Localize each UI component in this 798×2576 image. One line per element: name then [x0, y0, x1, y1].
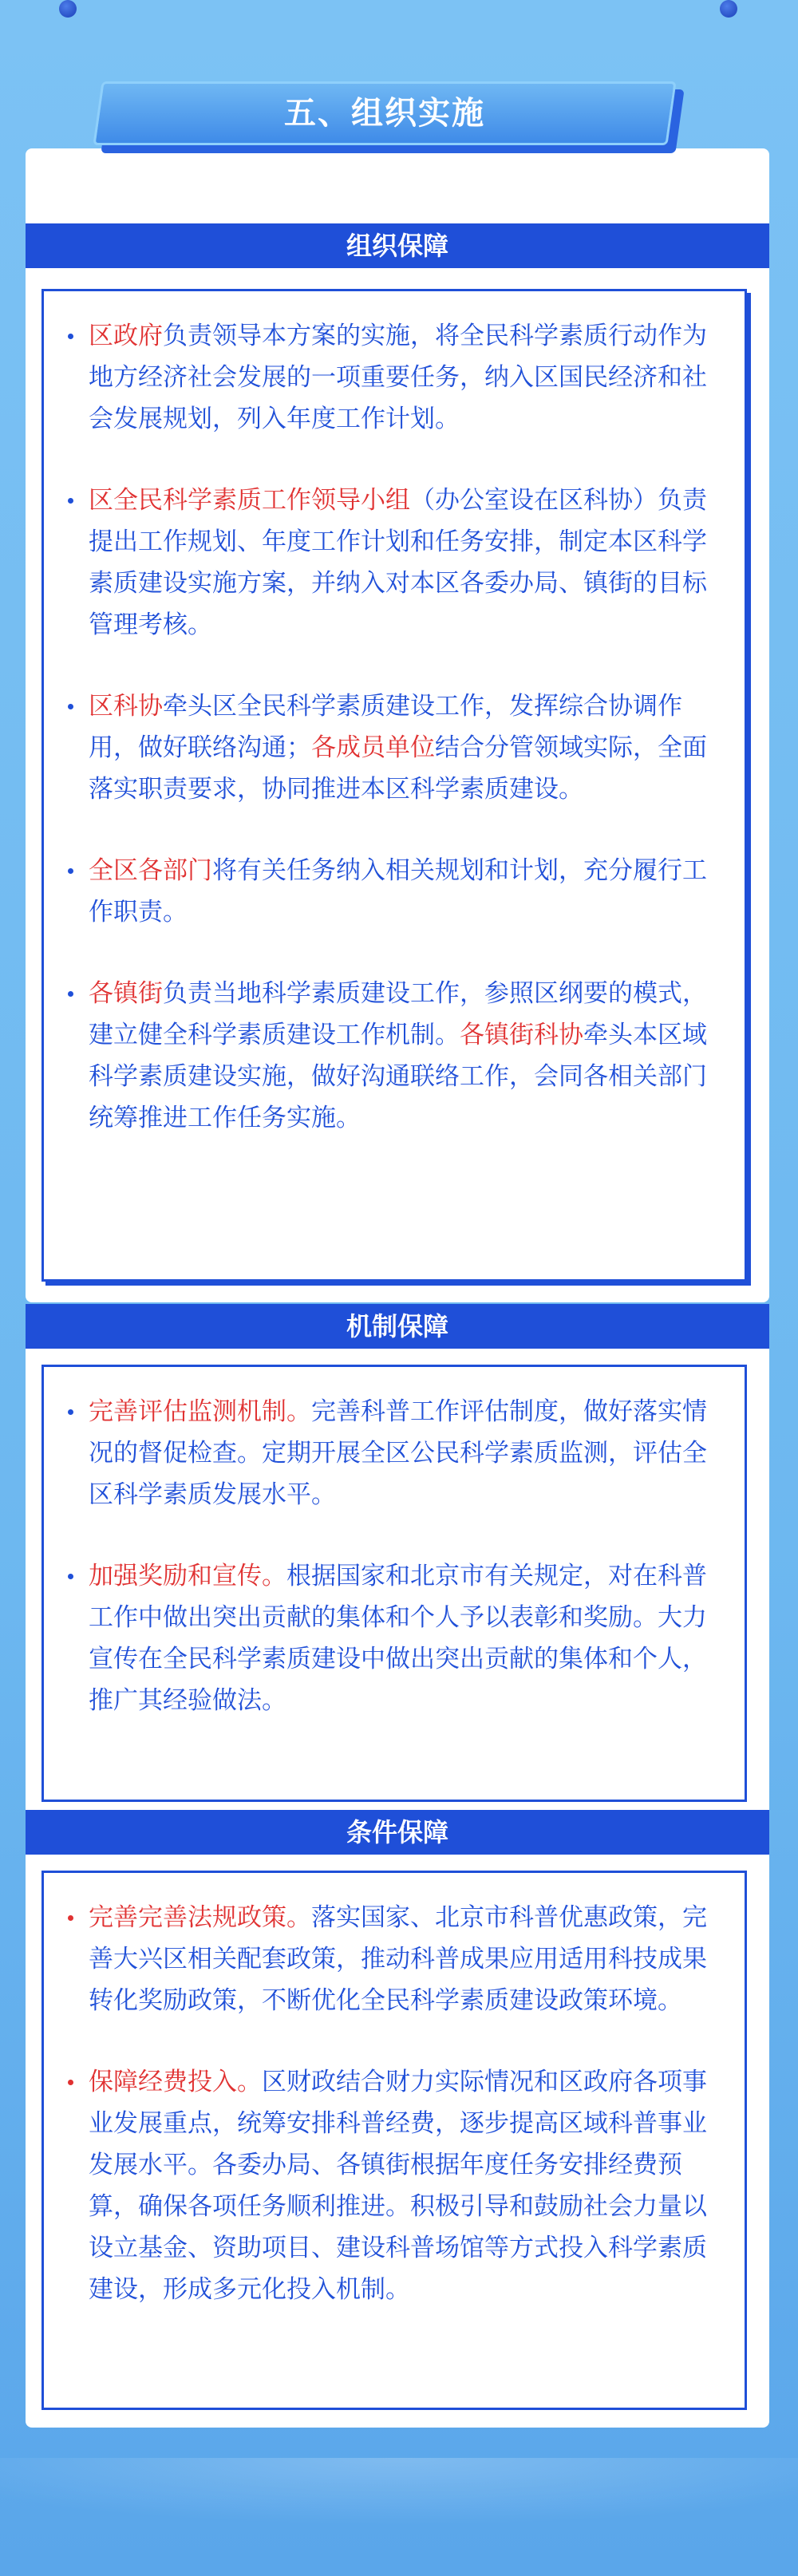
body-text: 牵头本区域科学素质建设实施，做好沟通联络工作，会同各相关部门统筹推进工作任务实施。 [89, 1021, 707, 1132]
highlighted-text: 全区各部门 [89, 856, 212, 885]
highlighted-text: 保障经费投入。 [89, 2068, 262, 2096]
content-frame-mechanism [41, 1365, 747, 1802]
list-item [44, 1391, 745, 1515]
body-text: 区财政结合财力实际情况和区政府各项事业发展重点，统筹安排科普经费，逐步提高区域科普事业发展水平。各委办局、各镇街根据年度任务安排经费预算，确保各项任务顺利推进。积极引导和鼓励社会力量以设立基金、资助项目、建设科普场馆等方式投入科学素质建设，形成多元化投入机制。 [89, 2068, 707, 2304]
list-item [44, 1897, 745, 2021]
highlighted-text: 各镇街 [89, 979, 163, 1008]
content-frame-organization [41, 289, 747, 1282]
highlighted-text: 区全民科学素质工作领导小组 [89, 486, 410, 515]
list-item [44, 2061, 745, 2310]
body-text: （办公室设在区科协）负责提出工作规划、年度工作计划和任务安排，制定本区科学素质建设实施方案，并纳入对本区各委办局、镇街的目标管理考核。 [89, 486, 707, 639]
highlighted-text: 区政府 [89, 322, 163, 350]
list-item [44, 1555, 745, 1721]
highlighted-text: 加强奖励和宣传。 [89, 1562, 286, 1590]
body-text: 落实国家、北京市科普优惠政策，完善大兴区相关配套政策，推动科普成果应用适用科技成果转化奖励政策，不断优化全民科学素质建设政策环境。 [89, 1903, 707, 2015]
list-item [44, 685, 745, 810]
list-item [44, 850, 745, 933]
body-text: 完善科普工作评估制度，做好落实情况的督促检查。定期开展全区公民科学素质监测，评估全区科学素质发展水平。 [89, 1397, 707, 1509]
section-card-mechanism [26, 1304, 769, 1821]
highlighted-text: 各成员单位 [311, 733, 435, 762]
highlighted-text: 完善完善法规政策。 [89, 1903, 311, 1932]
decorative-pin-left [59, 0, 77, 18]
decorative-bottom-wave [0, 2458, 798, 2576]
list-item [44, 480, 745, 646]
body-text: 牵头区全民科学素质建设工作，发挥综合协调作用，做好联络沟通； [89, 692, 682, 762]
list-item [44, 315, 745, 440]
section-card-organization [26, 148, 769, 1302]
body-text: 负责领导本方案的实施，将全民科学素质行动作为地方经济社会发展的一项重要任务，纳入区国民经济和社会发展规划，列入年度工作计划。 [89, 322, 707, 433]
item-list-organization [44, 315, 745, 1139]
body-text: 根据国家和北京市有关规定，对在科普工作中做出突出贡献的集体和个人予以表彰和奖励。大力宣传在全民科学素质建设中做出突出贡献的集体和个人，推广其经验做法。 [89, 1562, 707, 1715]
content-frame-condition [41, 1871, 747, 2410]
page-title-banner [97, 81, 688, 156]
highlighted-text: 各镇街科协 [460, 1021, 583, 1049]
item-list-condition [44, 1897, 745, 2310]
section-heading-mechanism: 机制保障 [26, 1304, 769, 1349]
page-title: 五、组织实施 [284, 95, 485, 132]
section-heading-condition: 条件保障 [26, 1810, 769, 1855]
body-text: 负责当地科学素质建设工作，参照区纲要的模式，建立健全科学素质建设工作机制。 [89, 979, 707, 1049]
item-list-mechanism [44, 1391, 745, 1721]
decorative-pin-right [720, 0, 737, 18]
list-item [44, 973, 745, 1139]
section-card-condition [26, 1810, 769, 2428]
highlighted-text: 完善评估监测机制。 [89, 1397, 311, 1426]
body-text: 结合分管领域实际，全面落实职责要求，协同推进本区科学素质建设。 [89, 733, 707, 804]
section-heading-organization: 组织保障 [26, 223, 769, 268]
highlighted-text: 区科协 [89, 692, 163, 721]
body-text: 将有关任务纳入相关规划和计划，充分履行工作职责。 [89, 856, 707, 926]
